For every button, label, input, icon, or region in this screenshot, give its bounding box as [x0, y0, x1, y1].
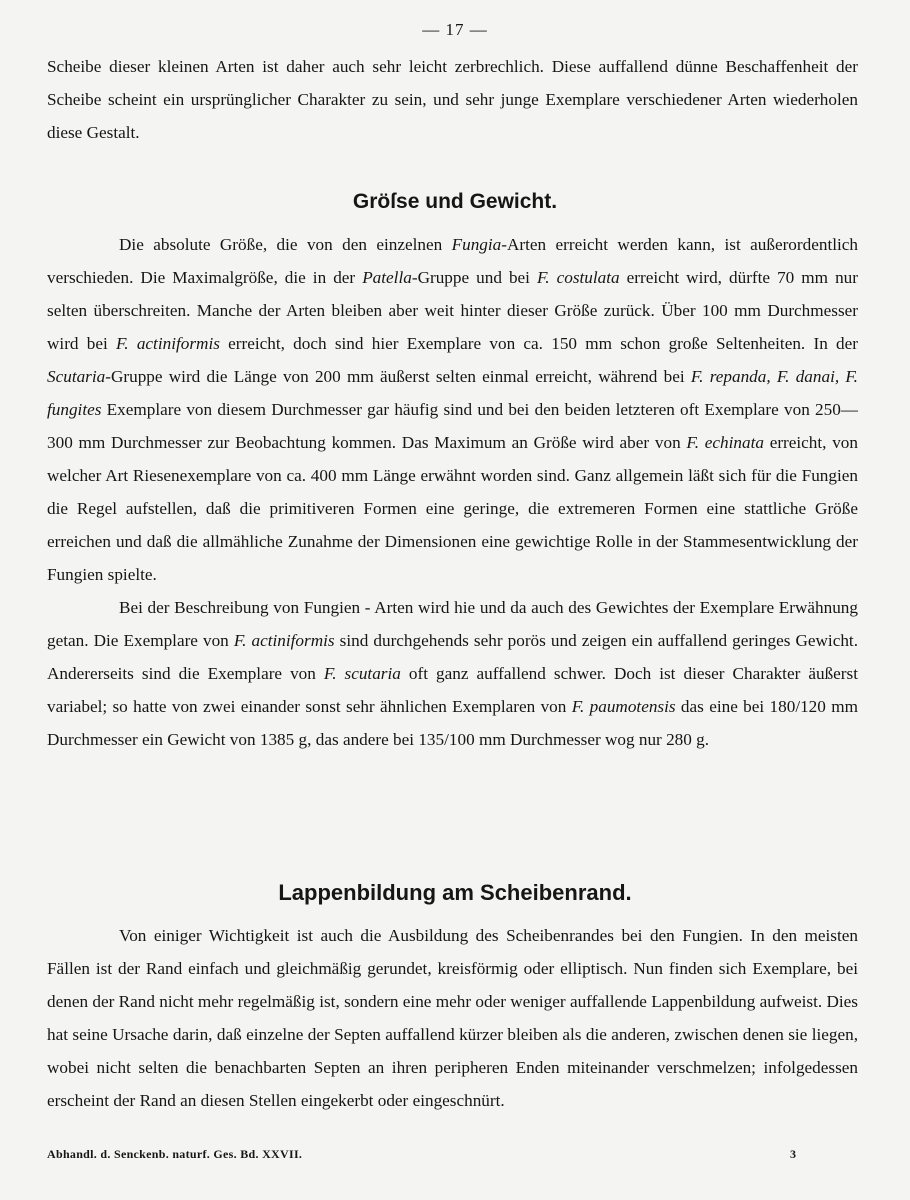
section1-paragraph1: Die absolute Größe, die von den einzelnen Fungia-Arten erreicht werden kann, ist außerordentlich verschieden. Die Maximalgröße, die in der Patella-Gruppe und bei F. costulata erreicht wird, dürfte 70 mm nur selten überschreiten. Manche der Arten bleiben aber weit hinter dieser Größe zurück. Über 100 mm Durchmesser wird bei F. actiniformis erreicht, doch sind hier Exemplare von ca. 150 mm schon große Seltenheiten. In der Scutaria-Gruppe wird die Länge von 200 mm äußerst selten einmal erreicht, während bei F. repanda, F. danai, F. fungites Exemplare von diesem Durchmesser gar häufig sind und bei den beiden letzteren oft Exemplare von 250—300 mm Durchmesser zur Beobachtung kommen. Das Maximum an Größe wird aber von F. echinata erreicht, von welcher Art Riesenexemplare von ca. 400 mm Länge erwähnt worden sind. Ganz allgemein läßt sich für die Fungien die Regel aufstellen, daß die primitiveren Formen eine geringe, die extremeren Formen eine stattliche Größe erreichen und daß die allmähliche Zunahme der Dimensionen eine gewichtige Rolle in der Stammesentwicklung der Fungien spielte. [47, 235, 858, 584]
intro-text-block [47, 50, 858, 149]
taxon-name: Scutaria [47, 367, 106, 386]
taxon-name: F. paumotensis [571, 697, 676, 716]
taxon-name: F. repanda, F. danai, F. fungites [47, 367, 858, 419]
taxon-name: F. actiniformis [233, 631, 335, 650]
taxon-name: F. actiniformis [116, 334, 220, 353]
footer-sheet-number: 3 [790, 1147, 796, 1161]
section2-text-block [47, 919, 858, 1117]
taxon-name: F. scutaria [323, 664, 401, 683]
section1-paragraph2: Bei der Beschreibung von Fungien - Arten wird hie und da auch des Gewichtes der Exemplare Erwähnung getan. Die Exemplare von F. actiniformis sind durchgehends sehr porös und zeigen ein auffallend geringes Gewicht. Andererseits sind die Exemplare von F. scutaria oft ganz auffallend schwer. Doch ist dieser Charakter äußerst variabel; so hatte von zwei einander sonst sehr ähnlichen Exemplaren von F. paumotensis das eine bei 180/120 mm Durchmesser ein Gewicht von 1385 g, das andere bei 135/100 mm Durchmesser wog nur 280 g. [47, 598, 858, 749]
section-heading-lappenbildung: Lappenbildung am Scheibenrand. [278, 880, 632, 905]
intro-paragraph: Scheibe dieser kleinen Arten ist daher auch sehr leicht zerbrechlich. Diese auffallend dünne Beschaffenheit der Scheibe scheint ein ursprünglicher Charakter zu sein, und sehr junge Exemplare verschiedener Arten wiederholen diese Gestalt. [47, 57, 858, 142]
taxon-name: Patella [362, 268, 412, 287]
taxon-name: F. costulata [537, 268, 620, 287]
section-heading-groesse-gewicht: Gröſse und Gewicht. [352, 190, 558, 213]
section2-paragraph1: Von einiger Wichtigkeit ist auch die Ausbildung des Scheibenrandes bei den Fungien. In den meisten Fällen ist der Rand einfach und gleichmäßig gerundet, kreisförmig oder elliptisch. Nun finden sich Exemplare, bei denen der Rand nicht mehr regelmäßig ist, sondern eine mehr oder weniger auffallende Lappenbildung aufweist. Dies hat seine Ursache darin, daß einzelne der Septen auffallend kürzer bleiben als die anderen, zwischen denen sie liegen, wobei nicht selten die benachbarten Septen an ihren peripheren Enden miteinander verschmelzen; infolgedessen erscheint der Rand an diesen Stellen eingekerbt oder eingeschnürt. [47, 926, 858, 1110]
section1-text-block [47, 228, 858, 756]
taxon-name: F. echinata [686, 433, 764, 452]
footer-journal: Abhandl. d. Senckenb. naturf. Ges. Bd. XXVII. [47, 1147, 303, 1161]
taxon-name: Fungia [451, 235, 502, 254]
page-number: — 17 — [422, 20, 488, 39]
